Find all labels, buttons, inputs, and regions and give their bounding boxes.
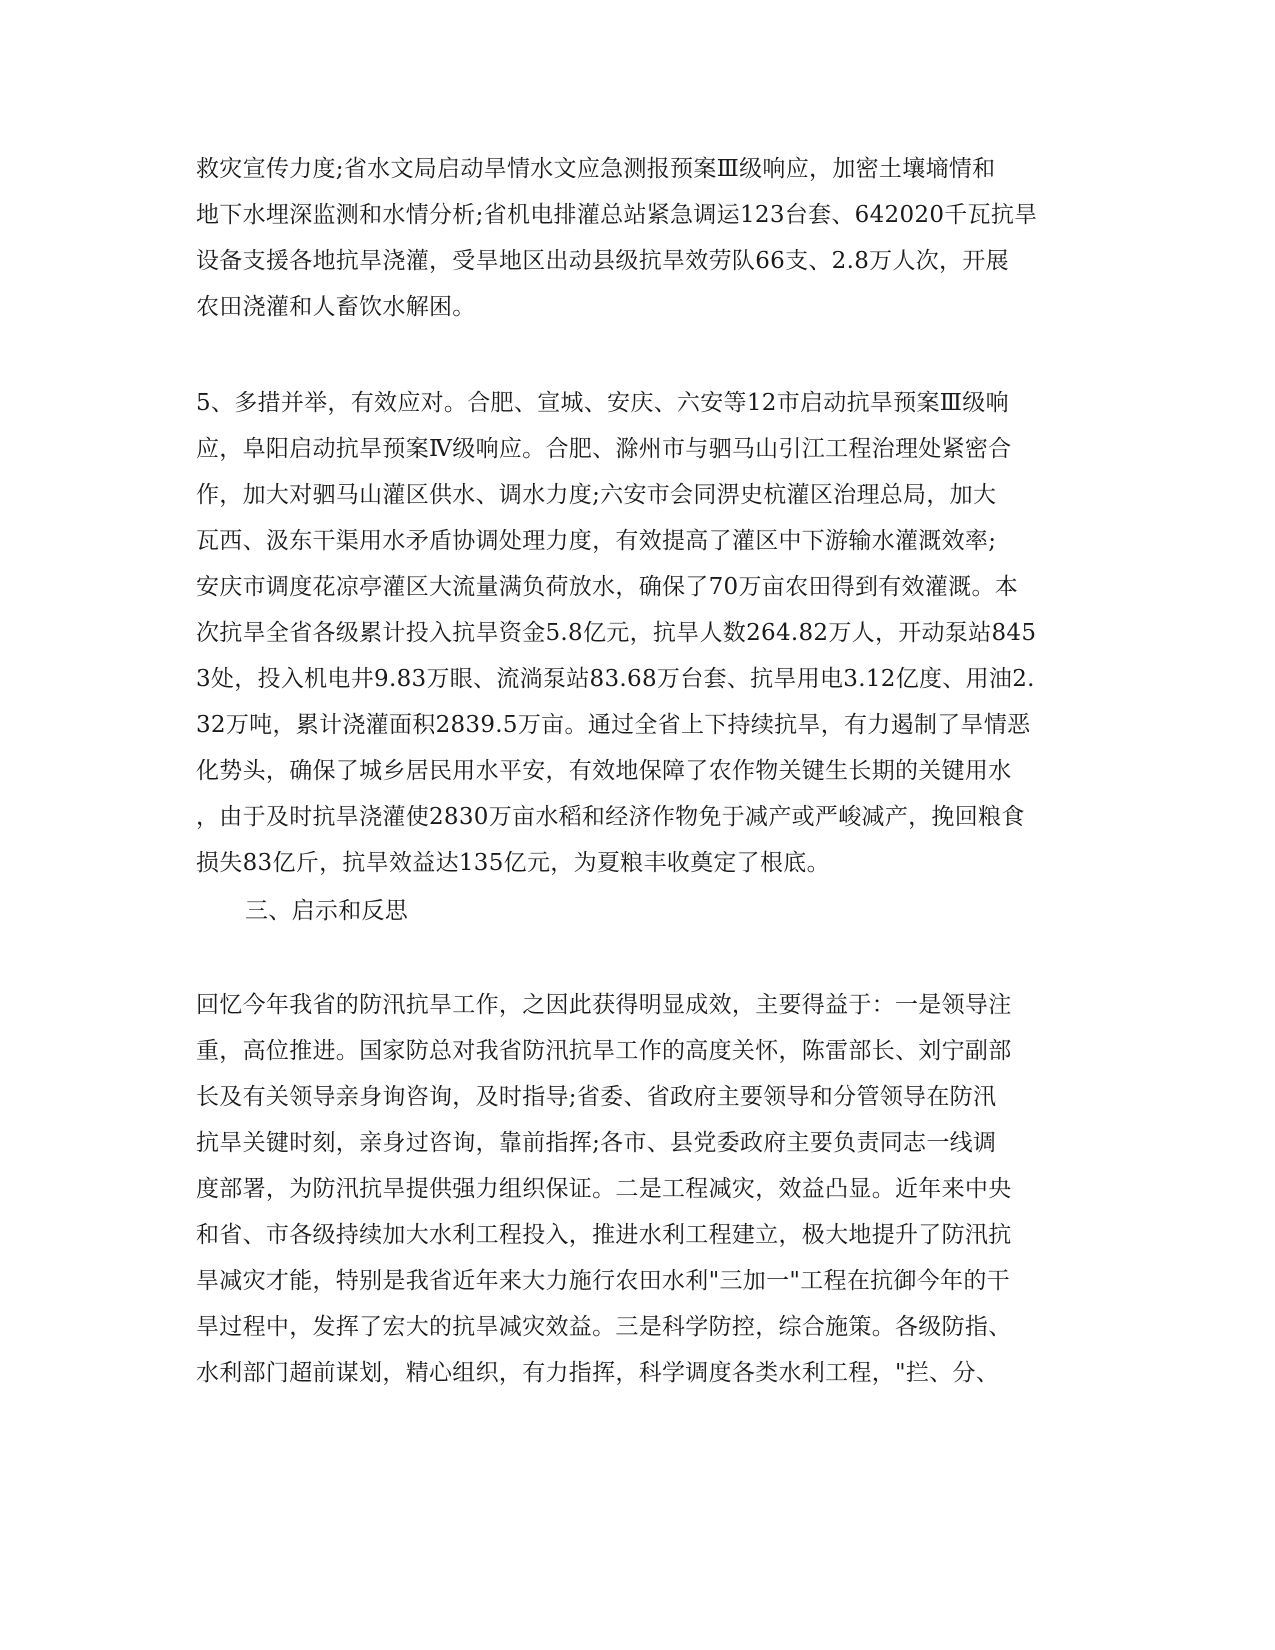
text-line: 次抗旱全省各级累计投入抗旱资金5.8亿元，抗旱人数264.82万人，开动泵站845 [196,620,1037,646]
text-line: 抗旱关键时刻，亲身过咨询，靠前指挥;各市、县党委政府主要负责同志一线调 [196,1130,997,1156]
text-line: 32万吨，累计浇灌面积2839.5万亩。通过全省上下持续抗旱，有力遏制了旱情恶 [196,712,1031,738]
text-line: 5、多措并举，有效应对。合肥、宣城、安庆、六安等12市启动抗旱预案Ⅲ级响 [196,390,1009,416]
text-line: 瓦西、汲东干渠用水矛盾协调处理力度，有效提高了灌区中下游输水灌溉效率; [196,528,997,554]
text-line: 作，加大对驷马山灌区供水、调水力度;六安市会同淠史杭灌区治理总局，加大 [196,482,997,508]
text-line: 旱过程中，发挥了宏大的抗旱减灾效益。三是科学防控，综合施策。各级防指、 [196,1314,1012,1340]
text-line: 应，阜阳启动抗旱预案Ⅳ级响应。合肥、滁州市与驷马山引江工程治理处紧密合 [196,436,1012,462]
text-line: 重，高位推进。国家防总对我省防汛抗旱工作的高度关怀，陈雷部长、刘宁副部 [196,1038,1012,1064]
text-line: 和省、市各级持续加大水利工程投入，推进水利工程建立，极大地提升了防汛抗 [196,1222,1012,1248]
text-line: 水利部门超前谋划，精心组织，有力指挥，科学调度各类水利工程，"拦、分、 [196,1360,1000,1386]
text-line: 损失83亿斤，抗旱效益达135亿元，为夏粮丰收奠定了根底。 [196,850,830,876]
text-line: 地下水埋深监测和水情分析;省机电排灌总站紧急调运123台套、642020千瓦抗旱 [196,202,1038,228]
text-line: 设备支援各地抗旱浇灌，受旱地区出动县级抗旱效劳队66支、2.8万人次，开展 [196,248,1009,274]
text-line: ，由于及时抗旱浇灌使2830万亩水稻和经济作物免于减产或严峻减产，挽回粮食 [196,804,1025,830]
text-line: 长及有关领导亲身询咨询，及时指导;省委、省政府主要领导和分管领导在防汛 [196,1084,997,1110]
text-line: 农田浇灌和人畜饮水解困。 [196,294,476,320]
text-line: 回忆今年我省的防汛抗旱工作，之因此获得明显成效，主要得益于：一是领导注 [196,992,1012,1018]
text-line: 救灾宣传力度;省水文局启动旱情水文应急测报预案Ⅲ级响应，加密土壤墒情和 [196,156,996,182]
section-heading: 三、启示和反思 [245,898,409,924]
text-line: 安庆市调度花凉亭灌区大流量满负荷放水，确保了70万亩农田得到有效灌溉。本 [196,574,1019,600]
text-line: 化势头，确保了城乡居民用水平安，有效地保障了农作物关键生长期的关键用水 [196,758,1012,784]
text-line: 3处，投入机电井9.83万眼、流淌泵站83.68万台套、抗旱用电3.12亿度、用油2. [196,666,1035,692]
text-line: 度部署，为防汛抗旱提供强力组织保证。二是工程减灾，效益凸显。近年来中央 [196,1176,1012,1202]
text-line: 旱减灾才能，特别是我省近年来大力施行农田水利"三加一"工程在抗御今年的干 [196,1268,1010,1294]
